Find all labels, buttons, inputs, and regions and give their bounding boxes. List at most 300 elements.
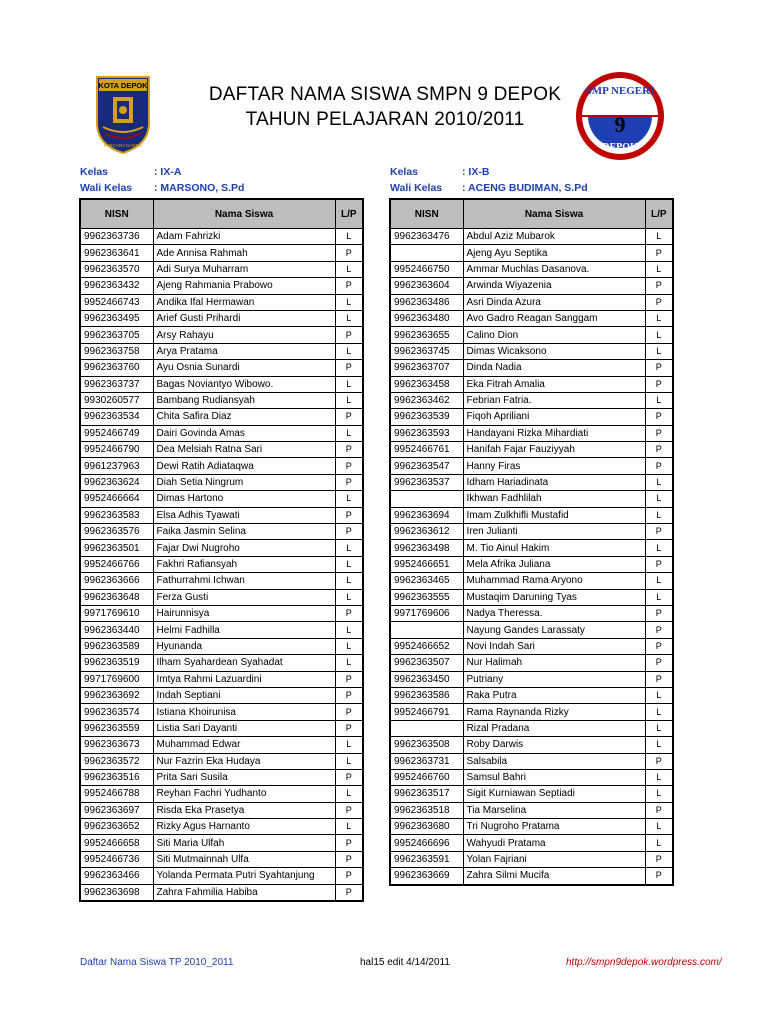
student-name-cell: Elsa Adhis Tyawati [153, 507, 335, 523]
student-name-cell: Andika Ifal Hermawan [153, 294, 335, 310]
nisn-header: NISN [80, 199, 153, 229]
student-name-cell: Faika Jasmin Selina [153, 524, 335, 540]
gender-cell: L [335, 261, 363, 277]
nisn-cell: 9962363462 [390, 392, 463, 408]
student-name-cell: Iren Julianti [463, 524, 645, 540]
nisn-cell: 9952466743 [80, 294, 153, 310]
gender-cell: L [645, 310, 673, 326]
gender-cell: P [645, 294, 673, 310]
nisn-cell: 9962363480 [390, 310, 463, 326]
nisn-cell: 9962363508 [390, 737, 463, 753]
nisn-cell: 9962363731 [390, 753, 463, 769]
student-name-cell: Samsul Bahri [463, 769, 645, 785]
nisn-cell: 9962363465 [390, 573, 463, 589]
student-name-cell: Nur Halimah [463, 655, 645, 671]
nisn-cell: 9962363624 [80, 474, 153, 490]
gender-cell: P [645, 409, 673, 425]
table-row [390, 376, 673, 392]
nisn-cell: 9962363507 [390, 655, 463, 671]
table-row [390, 605, 673, 621]
table-row [390, 671, 673, 687]
nisn-cell: 9962363450 [390, 671, 463, 687]
student-name-cell: Ade Annisa Rahmah [153, 245, 335, 261]
student-name-cell: Tri Nugroho Pratama [463, 819, 645, 835]
table-row [390, 474, 673, 490]
table-row [390, 425, 673, 441]
nisn-cell: 9962363539 [390, 409, 463, 425]
student-name-cell: Dairi Govinda Amas [153, 425, 335, 441]
nisn-cell: 9962363593 [390, 425, 463, 441]
student-name-cell: Hanny Firas [463, 458, 645, 474]
nisn-cell: 9962363698 [80, 884, 153, 901]
gender-cell: L [645, 835, 673, 851]
gender-cell: P [335, 671, 363, 687]
gender-cell: L [335, 556, 363, 572]
gender-cell: L [645, 343, 673, 359]
gender-cell: P [335, 245, 363, 261]
student-name-cell: Eka Fitrah Amalia [463, 376, 645, 392]
class-a-meta [80, 166, 380, 196]
nisn-cell: 9952466664 [80, 491, 153, 507]
gender-cell: P [335, 851, 363, 867]
nisn-cell: 9962363694 [390, 507, 463, 523]
gender-cell: L [645, 261, 673, 277]
student-name-cell: Fathurrahmi Ichwan [153, 573, 335, 589]
gender-cell: L [645, 507, 673, 523]
gender-cell: P [645, 425, 673, 441]
student-name-cell: Avo Gadro Reagan Sanggam [463, 310, 645, 326]
gender-cell: L [645, 573, 673, 589]
student-name-cell: Arwinda Wiyazenia [463, 278, 645, 294]
table-row [390, 310, 673, 326]
svg-text:DEPOK: DEPOK [602, 142, 638, 153]
table-row [390, 589, 673, 605]
table-row [80, 392, 363, 408]
table-row [390, 409, 673, 425]
page-title-line2: TAHUN PELAJARAN 2010/2011 [245, 109, 525, 130]
table-row [390, 458, 673, 474]
gender-cell: L [335, 229, 363, 245]
table-row [80, 671, 363, 687]
gender-cell: L [645, 819, 673, 835]
table-row [80, 687, 363, 703]
table-row [390, 753, 673, 769]
nisn-cell: 9962363692 [80, 687, 153, 703]
table-row [390, 245, 673, 261]
lp-header: L/P [645, 199, 673, 229]
table-row [390, 720, 673, 736]
lp-header: L/P [335, 199, 363, 229]
nisn-cell: 9962363745 [390, 343, 463, 359]
gender-cell: L [645, 687, 673, 703]
table-row [390, 802, 673, 818]
nama-siswa-header: Nama Siswa [463, 199, 645, 229]
nisn-cell: 9962363440 [80, 622, 153, 638]
student-name-cell: Adam Fahrizki [153, 229, 335, 245]
nisn-cell: 9962363586 [390, 687, 463, 703]
nisn-cell [390, 245, 463, 261]
student-name-cell: Helmi Fadhilla [153, 622, 335, 638]
student-name-cell: Salsabila [463, 753, 645, 769]
student-name-cell: Imam Zulkhifli Mustafid [463, 507, 645, 523]
table-row [80, 622, 363, 638]
nisn-cell: 9962363697 [80, 802, 153, 818]
nisn-cell: 9962363519 [80, 655, 153, 671]
nisn-cell: 9971769606 [390, 605, 463, 621]
nisn-cell: 9962363547 [390, 458, 463, 474]
nisn-cell [390, 491, 463, 507]
footer-page-info: hal15 edit 4/14/2011 [360, 957, 450, 968]
gender-cell: P [645, 556, 673, 572]
gender-cell: P [335, 524, 363, 540]
student-name-cell: Hyunanda [153, 638, 335, 654]
gender-cell: L [645, 737, 673, 753]
svg-text:PARCARA DARMA: PARCARA DARMA [103, 143, 143, 148]
gender-cell: L [335, 753, 363, 769]
nisn-cell: 9952466652 [390, 638, 463, 654]
gender-cell: L [335, 343, 363, 359]
table-row [80, 786, 363, 802]
kelas-value: : IX-A [154, 166, 182, 178]
student-name-cell: Imtya Rahmi Lazuardini [153, 671, 335, 687]
wali-kelas-value: : MARSONO, S.Pd [154, 182, 245, 194]
table-row [80, 343, 363, 359]
student-name-cell: Febrian Fatria. [463, 392, 645, 408]
nisn-cell: 9962363589 [80, 638, 153, 654]
student-name-cell: Dimas Wicaksono [463, 343, 645, 359]
table-row [80, 474, 363, 490]
table-row [80, 491, 363, 507]
gender-cell: P [645, 360, 673, 376]
nisn-cell: 9962363612 [390, 524, 463, 540]
svg-text:KOTA DEPOK: KOTA DEPOK [98, 81, 148, 90]
table-row [80, 507, 363, 523]
table-row [390, 294, 673, 310]
student-name-cell: Sigit Kurniawan Septiadi [463, 786, 645, 802]
gender-cell: L [335, 376, 363, 392]
student-name-cell: Tia Marselina [463, 802, 645, 818]
svg-text:SMP NEGERI: SMP NEGERI [585, 85, 655, 97]
gender-cell: P [645, 753, 673, 769]
table-row [390, 819, 673, 835]
table-row [390, 851, 673, 867]
nisn-cell: 9962363736 [80, 229, 153, 245]
gender-cell: P [335, 507, 363, 523]
gender-cell: P [335, 474, 363, 490]
nisn-cell: 9971769610 [80, 605, 153, 621]
table-row [80, 868, 363, 884]
table-row [390, 704, 673, 720]
gender-cell: L [645, 229, 673, 245]
student-name-cell: Novi Indah Sari [463, 638, 645, 654]
nisn-cell: 9962363476 [390, 229, 463, 245]
nisn-cell: 9962363555 [390, 589, 463, 605]
table-row [80, 409, 363, 425]
nisn-cell: 9952466736 [80, 851, 153, 867]
nisn-cell: 9962363570 [80, 261, 153, 277]
student-name-cell: Putriany [463, 671, 645, 687]
table-row [80, 720, 363, 736]
table-row [80, 573, 363, 589]
nisn-cell: 9962363458 [390, 376, 463, 392]
student-name-cell: Bambang Rudiansyah [153, 392, 335, 408]
gender-cell: L [335, 310, 363, 326]
class-b-table [389, 198, 674, 886]
table-row [390, 769, 673, 785]
gender-cell: P [645, 278, 673, 294]
table-row [80, 819, 363, 835]
wali-kelas-label: Wali Kelas [390, 182, 443, 194]
gender-cell: P [645, 245, 673, 261]
student-name-cell: Ayu Osnia Sunardi [153, 360, 335, 376]
gender-cell: P [645, 458, 673, 474]
student-name-cell: Zahra Silmi Mucifa [463, 868, 645, 885]
nisn-cell: 9962363516 [80, 769, 153, 785]
student-name-cell: Dewi Ratih Adiataqwa [153, 458, 335, 474]
gender-cell: P [645, 442, 673, 458]
gender-cell: P [645, 671, 673, 687]
table-row [390, 868, 673, 885]
student-name-cell: Chita Safira Diaz [153, 409, 335, 425]
nisn-cell: 9952466761 [390, 442, 463, 458]
nisn-cell: 9962363604 [390, 278, 463, 294]
table-row [390, 261, 673, 277]
wali-kelas-value: : ACENG BUDIMAN, S.Pd [462, 182, 588, 194]
table-row [390, 442, 673, 458]
nisn-cell: 9952466750 [390, 261, 463, 277]
student-name-cell: Mustaqim Daruning Tyas [463, 589, 645, 605]
gender-cell: L [645, 540, 673, 556]
nisn-cell: 9962363518 [390, 802, 463, 818]
student-name-cell: Istiana Khoirunisa [153, 704, 335, 720]
nisn-cell: 9962363758 [80, 343, 153, 359]
nisn-cell: 9962363669 [390, 868, 463, 885]
nisn-cell: 9962363537 [390, 474, 463, 490]
nisn-cell: 9962363680 [390, 819, 463, 835]
gender-cell: L [335, 425, 363, 441]
table-row [80, 556, 363, 572]
kelas-label: Kelas [80, 166, 109, 178]
gender-cell: P [645, 524, 673, 540]
table-row [390, 327, 673, 343]
nisn-cell: 9952466790 [80, 442, 153, 458]
student-name-cell: Yolanda Permata Putri Syahtanjung [153, 868, 335, 884]
student-name-cell: Raka Putra [463, 687, 645, 703]
student-name-cell: M. Tio Ainul Hakim [463, 540, 645, 556]
gender-cell: L [335, 392, 363, 408]
gender-cell: P [335, 802, 363, 818]
nisn-cell: 9962363737 [80, 376, 153, 392]
table-row [80, 851, 363, 867]
page-title-line1: DAFTAR NAMA SISWA SMPN 9 DEPOK [208, 84, 562, 105]
nisn-cell: 9962363432 [80, 278, 153, 294]
table-row [80, 229, 363, 245]
table-row [80, 655, 363, 671]
nisn-cell: 9962363517 [390, 786, 463, 802]
gender-cell: L [335, 540, 363, 556]
nisn-cell: 9952466658 [80, 835, 153, 851]
student-name-cell: Asri Dinda Azura [463, 294, 645, 310]
student-name-cell: Ikhwan Fadhlilah [463, 491, 645, 507]
table-row [390, 507, 673, 523]
table-row [390, 687, 673, 703]
student-name-cell: Dinda Nadia [463, 360, 645, 376]
nisn-cell: 9962363572 [80, 753, 153, 769]
table-row [80, 540, 363, 556]
nisn-cell: 9961237963 [80, 458, 153, 474]
table-row [390, 835, 673, 851]
gender-cell: P [645, 638, 673, 654]
table-row [80, 327, 363, 343]
student-name-cell: Zahra Fahmilia Habiba [153, 884, 335, 901]
gender-cell: P [335, 278, 363, 294]
table-row [390, 540, 673, 556]
gender-cell: L [335, 589, 363, 605]
nisn-cell: 9952466766 [80, 556, 153, 572]
gender-cell: P [335, 769, 363, 785]
nisn-cell: 9962363673 [80, 737, 153, 753]
gender-cell: P [645, 868, 673, 885]
nisn-cell: 9962363707 [390, 360, 463, 376]
gender-cell: L [645, 474, 673, 490]
table-row [80, 360, 363, 376]
table-row [80, 425, 363, 441]
gender-cell: P [335, 868, 363, 884]
nisn-cell [390, 622, 463, 638]
table-row [390, 524, 673, 540]
student-name-cell: Fiqoh Apriliani [463, 409, 645, 425]
table-row [80, 458, 363, 474]
nisn-cell: 9962363655 [390, 327, 463, 343]
table-header-row [390, 199, 673, 229]
student-name-cell: Ilham Syahardean Syahadat [153, 655, 335, 671]
student-name-cell: Rama Raynanda Rizky [463, 704, 645, 720]
table-row [390, 392, 673, 408]
nisn-cell: 9962363641 [80, 245, 153, 261]
nisn-cell: 9962363466 [80, 868, 153, 884]
nisn-cell: 9952466788 [80, 786, 153, 802]
student-name-cell: Indah Septiani [153, 687, 335, 703]
table-row [80, 294, 363, 310]
nisn-cell: 9962363705 [80, 327, 153, 343]
student-name-cell: Idham Hariadinata [463, 474, 645, 490]
gender-cell: L [335, 294, 363, 310]
student-name-cell: Ammar Muchlas Dasanova. [463, 261, 645, 277]
gender-cell: P [335, 360, 363, 376]
gender-cell: P [335, 704, 363, 720]
table-row [390, 737, 673, 753]
table-row [80, 442, 363, 458]
student-name-cell: Yolan Fajriani [463, 851, 645, 867]
nisn-cell: 9962363583 [80, 507, 153, 523]
table-row [80, 261, 363, 277]
student-name-cell: Hanifah Fajar Fauziyyah [463, 442, 645, 458]
gender-cell: L [645, 704, 673, 720]
table-row [80, 605, 363, 621]
student-name-cell: Nayung Gandes Larassaty [463, 622, 645, 638]
gender-cell: P [645, 851, 673, 867]
kota-depok-logo [95, 75, 151, 155]
nisn-cell: 9952466760 [390, 769, 463, 785]
class-a-table [79, 198, 364, 902]
student-name-cell: Hairunnisya [153, 605, 335, 621]
nisn-cell [390, 720, 463, 736]
gender-cell: P [335, 720, 363, 736]
student-name-cell: Siti Mutmainnah Ulfa [153, 851, 335, 867]
gender-cell: P [335, 458, 363, 474]
svg-text:9: 9 [614, 112, 626, 137]
nisn-cell: 9962363574 [80, 704, 153, 720]
gender-cell: L [335, 655, 363, 671]
nisn-cell: 9962363760 [80, 360, 153, 376]
table-row [390, 622, 673, 638]
student-name-cell: Adi Surya Muharram [153, 261, 335, 277]
footer-document-name: Daftar Nama Siswa TP 2010_2011 [80, 957, 234, 968]
nisn-cell: 9962363648 [80, 589, 153, 605]
student-name-cell: Bagas Noviantyo Wibowo. [153, 376, 335, 392]
student-name-cell: Wahyudi Pratama [463, 835, 645, 851]
student-name-cell: Arsy Rahayu [153, 327, 335, 343]
student-name-cell: Listia Sari Dayanti [153, 720, 335, 736]
nisn-cell: 9962363559 [80, 720, 153, 736]
nisn-cell: 9962363495 [80, 310, 153, 326]
student-name-cell: Rizky Agus Harnanto [153, 819, 335, 835]
nisn-header: NISN [390, 199, 463, 229]
table-row [80, 310, 363, 326]
class-b-meta [390, 166, 690, 196]
student-name-cell: Ajeng Ayu Septika [463, 245, 645, 261]
table-row [390, 573, 673, 589]
footer-url-link[interactable]: http://smpn9depok.wordpress.com/ [566, 957, 722, 968]
gender-cell: P [645, 802, 673, 818]
gender-cell: P [335, 327, 363, 343]
student-name-cell: Handayani Rizka Mihardiati [463, 425, 645, 441]
table-row [80, 638, 363, 654]
student-name-cell: Muhammad Rama Aryono [463, 573, 645, 589]
gender-cell: L [335, 491, 363, 507]
table-row [80, 278, 363, 294]
kelas-label: Kelas [390, 166, 419, 178]
student-name-cell: Risda Eka Prasetya [153, 802, 335, 818]
nisn-cell: 9952466791 [390, 704, 463, 720]
table-row [390, 491, 673, 507]
student-name-cell: Dea Melsiah Ratna Sari [153, 442, 335, 458]
table-row [80, 589, 363, 605]
wali-kelas-label: Wali Kelas [80, 182, 133, 194]
gender-cell: P [335, 409, 363, 425]
student-name-cell: Rizal Pradana [463, 720, 645, 736]
table-row [80, 753, 363, 769]
student-name-cell: Mela Afrika Juliana [463, 556, 645, 572]
gender-cell: P [335, 884, 363, 901]
gender-cell: P [645, 622, 673, 638]
nisn-cell: 9971769600 [80, 671, 153, 687]
nisn-cell: 9962363652 [80, 819, 153, 835]
table-row [80, 376, 363, 392]
table-row [390, 229, 673, 245]
gender-cell: L [335, 819, 363, 835]
gender-cell: L [335, 786, 363, 802]
table-row [80, 704, 363, 720]
table-row [80, 835, 363, 851]
table-row [390, 278, 673, 294]
nisn-cell: 9952466696 [390, 835, 463, 851]
student-name-cell: Arief Gusti Prihardi [153, 310, 335, 326]
gender-cell: L [335, 737, 363, 753]
nisn-cell: 9962363666 [80, 573, 153, 589]
kelas-value: : IX-B [462, 166, 490, 178]
nisn-cell: 9962363486 [390, 294, 463, 310]
